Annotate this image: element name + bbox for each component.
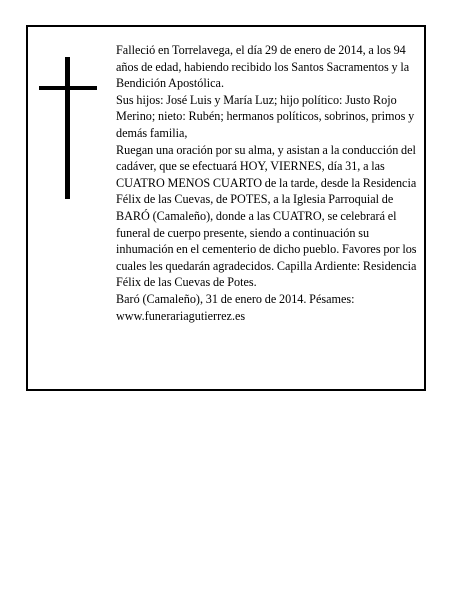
family-paragraph: Sus hijos: José Luis y María Luz; hijo político: Justo Rojo Merino; nieto: Rubén; hermanos políticos, sobrinos, primos y demás familia, [116,92,415,140]
place-date-condolences-paragraph: Baró (Camaleño), 31 de enero de 2014. Pésames: www.funerariagutierrez.es [116,291,355,323]
obituary-notice [26,25,426,391]
cross-vertical-bar [65,57,70,199]
death-announcement-paragraph: Falleció en Torrelavega, el día 29 de enero de 2014, a los 94 años de edad, habiendo recibido los Santos Sacramentos y la Bendición Apostólica. [116,43,410,91]
cross-horizontal-bar [39,86,97,90]
obituary-text [116,42,422,324]
funeral-details-paragraph: Ruegan una oración por su alma, y asistan a la conducción del cadáver, que se efectuará HOY, VIERNES, día 31, a las CUATRO MENOS CUARTO de la tarde, desde la Residencia Félix de las Cuevas, de POTES, a la Iglesia Parroquial de BARÓ (Camaleño), donde a las CUATRO, se celebrará el funeral de cuerpo presente, siendo a continuación su inhumación en el cementerio de dicho pueblo. Favores por los cuales les quedarán agradecidos. Capilla Ardiente: Residencia Félix de las Cuevas de Potes. [116,142,417,290]
cross-icon [39,57,97,199]
